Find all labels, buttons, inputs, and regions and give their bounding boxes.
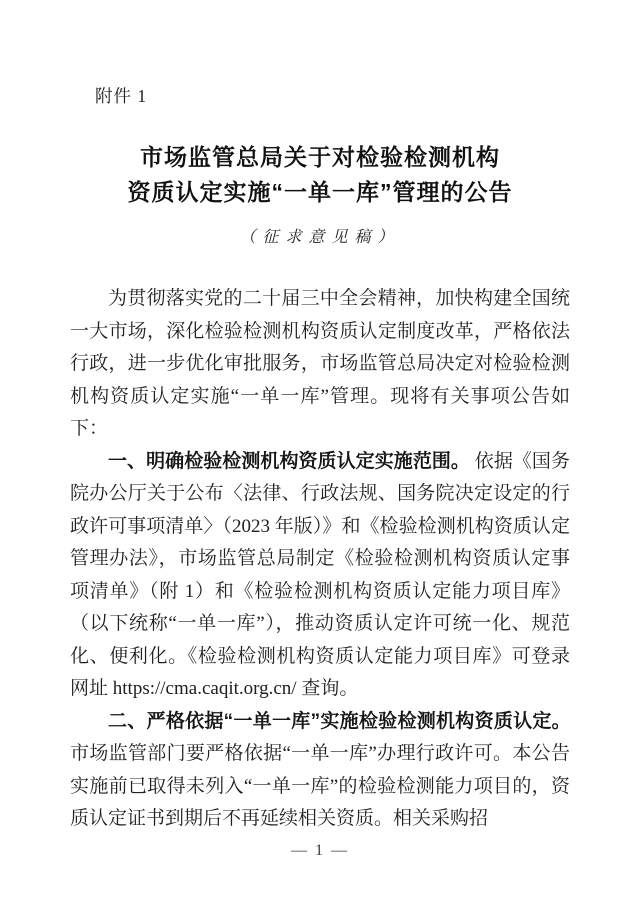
item-2-text: 市场监管部门要严格依据“一单一库”办理行政许可。本公告实施前已取得未列入“一单一库”的检验检测能力项目的，资质认定证书到期后不再延续相关资质。相关采购招	[70, 743, 570, 829]
paragraph-item-2	[70, 706, 570, 836]
document-body	[70, 283, 570, 836]
document-title-line-2: 资质认定实施“一单一库”管理的公告	[127, 179, 513, 205]
paragraph-intro	[70, 283, 570, 446]
item-1-text: 依据《国务院办公厅关于公布〈法律、行政法规、国务院决定设定的行政许可事项清单〉（2023 年版）》和《检验检测机构资质认定管理办法》，市场监管总局制定《检验检测机构资质认定事项清单》（附 1）和《检验检测机构资质认定能力项目库》（以下统称“一单一库”），推动资质认定许可统一化、规范化、便利化。《检验检测机构资质认定能力项目库》可登录网址	[70, 450, 570, 699]
attachment-label: 附件 1	[95, 86, 148, 106]
document-title-line-1: 市场监管总局关于对检验检测机构	[140, 144, 500, 170]
paragraph-item-1	[70, 446, 570, 706]
item-1-heading: 一、明确检验检测机构资质认定实施范围。	[108, 450, 470, 472]
paragraph-intro-text: 为贯彻落实党的二十届三中全会精神，加快构建全国统一大市场，深化检验检测机构资质认定制度改革，严格依法行政，进一步优化审批服务，市场监管总局决定对检验检测机构资质认定实施“一单一库”管理。现将有关事项公告如下：	[70, 288, 570, 439]
cma-portal-url: https://cma.caqit.org.cn/	[112, 678, 297, 699]
item-2-heading: 二、严格依据“一单一库”实施检验检测机构资质认定。	[108, 710, 570, 732]
document-subtitle: （征求意见稿）	[239, 229, 401, 246]
document-title	[0, 140, 640, 210]
page-number: — 1 —	[291, 842, 349, 859]
item-1-text-after-url: 查询。	[301, 678, 359, 699]
